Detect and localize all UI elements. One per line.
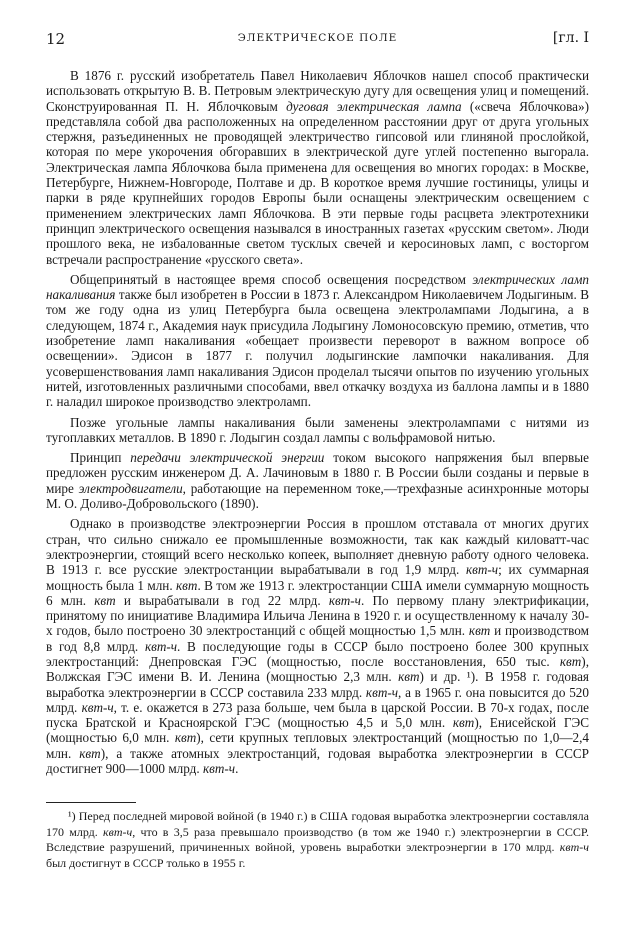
text-run: , работающие на переменном токе,—трехфазные асинхронные моторы М. О. Доливо-Добровольского (1890). — [46, 480, 589, 512]
text-run: током высокого напряжения был впервые предложен русским инженером Д. А. Лачиновым в 1880 г. В России были созданы и первые в мире — [46, 450, 589, 496]
italic-term: квт-ч — [144, 638, 178, 654]
paragraph — [46, 272, 589, 410]
text-run: ), Волжская ГЭС имени В. И. Ленина (мощностью 2,3 млн. — [46, 653, 589, 685]
italic-term: квт — [452, 715, 475, 731]
text-run: Общепринятый в настоящее время способ освещения посредством — [70, 271, 473, 287]
text-run: ), сети крупных тепловых электростанций (мощностью по 1,0—2,4 млн. — [46, 730, 589, 761]
italic-term: квт-ч — [559, 840, 589, 855]
italic-term: квт — [398, 669, 420, 685]
italic-term: квт-ч — [328, 592, 361, 608]
body-text — [46, 68, 589, 776]
text-run: , а в 1965 г. она повысится до 520 млрд. — [46, 684, 589, 715]
italic-term: квт-ч — [365, 684, 399, 700]
italic-term: квт-ч — [465, 562, 499, 578]
text-run: и вырабатывали в год 22 млрд. — [115, 592, 329, 608]
text-run: . В последующие годы в СССР было построено более 300 крупных электростанций: Днепровская ГЭС (мощностью, после восстановления, 650 тыс. — [46, 638, 589, 669]
italic-term: квт — [468, 623, 491, 639]
footnote-divider — [46, 802, 136, 803]
text-run: Позже угольные лампы накаливания были заменены электролампами с нитями из тугоплавких металлов. В 1890 г. Лодыгин создал лампы с вольфрамовой нитью. — [46, 414, 589, 445]
footnote — [46, 809, 589, 871]
paragraph — [46, 68, 589, 267]
text-run: В 1876 г. русский изобретатель Павел Николаевич Яблочков нашел способ практически использовать открытую В. В. Петровым электрическую дугу для освещения улиц и помещений. Сконструированная П. Н. Яблочковым — [46, 68, 589, 114]
paragraph — [46, 516, 589, 776]
paragraph — [46, 450, 589, 511]
italic-term: квт — [176, 577, 198, 593]
italic-term: передачи электрической энергии — [130, 450, 325, 466]
text-run: . В том же 1913 г. электростанции США имели суммарную мощность 6 млн. — [46, 577, 589, 608]
text-run: ) и др. ¹). В 1958 г. годовая выработка электроэнергии в СССР составила 233 млрд. — [46, 669, 589, 700]
text-run: . — [235, 761, 239, 777]
page-number: 12 — [46, 30, 66, 48]
text-run: («свеча Яблочкова») представляла собой два расположенных на определенном расстоянии друг от друга угольных стержня, разъединенных не проводящей электричество гипсовой или глиняной прослойкой, которая по мере укорочения обгоравших в электрической дуге углей постепенно выгорала. Электрическая лампа Яблочкова была применена для освещения во многих городах: в Москве, Петербурге, Нижнем-Новгороде, Полтаве и др. В короткое время лучшие гостиницы, улицы и парки в ряде крупнейших городов Европы были оснащены электрическим освещением с применением электрических ламп Яблочкова. В эти первые годы расцвета электротехники принцип электрического освещения назывался в иностранных газетах «русским светом». Люди прошлого века, не избалованные светом тусклых свечей и керосиновых ламп, с восторгом встречали распространение «русского света». — [46, 98, 589, 267]
text-run: Принцип — [70, 450, 131, 466]
italic-term: квт-ч — [202, 761, 236, 777]
italic-term: квт — [79, 745, 101, 761]
running-header — [46, 30, 589, 56]
italic-term: квт-ч — [81, 699, 114, 715]
italic-term: квт-ч — [103, 824, 133, 839]
italic-term: квт — [94, 592, 116, 608]
text-run: также был изобретен в России в 1873 г. Александром Николаевичем Лодыгиным. В том же году одна из улиц Петербурга была освещена электролампами Лодыгина, а в следующем, 1874 г., Академия наук присудила Лодыгину Ломоносовскую премию, отметив, что изобретение ламп накаливания «обещает произвести переворот в важном вопросе об освещении». Эдисон в 1877 г. получил лодыгинские лампочки накаливания. Для усовершенствования ламп накаливания Эдисон проделал тысячи опытов по изучению угольных нитей, изготовленных различными способами, ввел откачку воздуха из баллона лампы и в 1880 г. наладил широкое производство электроламп. — [46, 287, 589, 410]
chapter-label: [гл. I — [552, 30, 589, 46]
book-page — [46, 30, 589, 935]
text-run: ), а также атомных электростанций, годовая выработка электроэнергии в СССР достигнет 900—1000 млрд. — [46, 745, 590, 777]
text-run: , т. е. окажется в 273 раза больше, чем была в царской России. В 70-х годах, после пуска Братской и Красноярской ГЭС (мощностью 4,5 и 5,0 млн. — [46, 699, 590, 731]
italic-term: электродвигатели — [78, 480, 183, 496]
text-run: Однако в производстве электроэнергии Россия в прошлом отставала от многих других стран, что сильно снижало ее промышленные возможности, так как каждый киловатт-час электроэнергии, стоящий всего несколько копеек, выполняет дневную работу одного человека. В 1913 г. все русские электростанции вырабатывали в год 1,9 млрд. — [46, 516, 589, 578]
running-title: ЭЛЕКТРИЧЕСКОЕ ПОЛЕ — [237, 32, 398, 44]
text-run: и производством в год 8,8 млрд. — [46, 623, 589, 654]
paragraph — [46, 415, 589, 446]
text-run: был достигнут в СССР только в 1955 г. — [46, 855, 246, 870]
italic-term: квт — [174, 730, 197, 746]
text-run: ), Енисейской ГЭС (мощностью 6,0 млн. — [46, 715, 589, 746]
text-run: ¹) Перед последней мировой войной (в 1940 г.) в США годовая выработка электроэнергии составляла 170 млрд. — [46, 809, 589, 839]
italic-term: дуговая электрическая лампа — [286, 98, 462, 114]
text-run: , что в 3,5 раза превышало производство (в том же 1940 г.) электроэнергии в СССР. Вследствие разрушений, причиненных войной, уровень выработки электроэнергии в 170 млрд. — [46, 824, 589, 855]
italic-term: электрических ламп накаливания — [46, 271, 590, 303]
text-run: ; их суммарная мощность была 1 млн. — [46, 562, 589, 593]
text-run: . По первому плану электрификации, принятому по инициативе Владимира Ильича Ленина в 1920 г. и осуществленному к началу 30-х годов, было построено 30 электростанций с общей мощностью 1,5 млн. — [46, 592, 589, 639]
italic-term: квт — [559, 653, 582, 669]
